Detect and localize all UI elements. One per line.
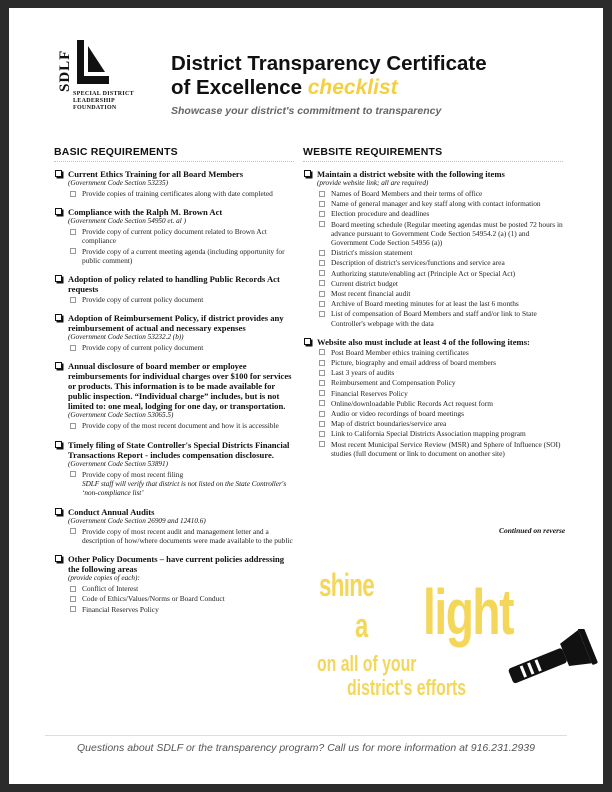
small-checkbox-icon	[70, 229, 76, 235]
logo-mark-icon	[75, 40, 111, 86]
checklist-item	[317, 248, 563, 257]
title-line-2: of Excellence checklist	[171, 76, 398, 99]
small-checkbox-icon	[319, 400, 325, 406]
small-checkbox-icon	[70, 606, 76, 612]
requirement-section	[54, 274, 294, 304]
requirement-title: Other Policy Documents – have current policies addressing the following areas	[68, 554, 285, 575]
checklist-item-text: Link to California Special Districts Association mapping program	[331, 429, 526, 439]
checklist-item	[317, 258, 563, 267]
checkbox-icon	[55, 170, 62, 177]
title-line-1: District Transparency Certificate	[171, 52, 487, 75]
checklist-item-text: Provide copy of current policy document	[82, 343, 204, 353]
checklist-item	[68, 227, 294, 245]
checklist-item-text: Archive of Board meeting minutes for at least the last 6 months	[331, 299, 519, 309]
checklist-item	[317, 399, 563, 408]
checklist-item-text: Provide copy of most recent audit and management letter and a description of how/where documents were made available to the public	[82, 526, 293, 546]
requirement-citation: (Government Code Section 53891)	[68, 459, 169, 468]
small-checkbox-icon	[319, 411, 325, 417]
requirement-title: Timely filing of State Controller's Special Districts Financial Transactions Report - includes compensation disclosure.	[68, 439, 290, 460]
checklist-item-text: Provide copy of current policy document	[82, 295, 204, 305]
requirement-title: Adoption of policy related to handling Public Records Act requests	[68, 274, 280, 295]
checklist-item	[68, 527, 294, 545]
requirement-section	[303, 337, 563, 458]
checklist-item-text: Conflict of Interest	[82, 584, 139, 594]
small-checkbox-icon	[319, 260, 325, 266]
requirement-section	[54, 440, 294, 498]
small-checkbox-icon	[319, 390, 325, 396]
graphic-word-a: a	[355, 607, 369, 645]
checklist-item	[68, 605, 294, 614]
document-page	[9, 8, 603, 784]
logo-org-name: SPECIAL DISTRICT LEADERSHIP FOUNDATION	[73, 91, 134, 111]
checklist-item-text: Board meeting schedule (Regular meeting agendas must be posted 72 hours in advance pursuant to Government Code Section 54954.2 (a) (1) and Government Code Section 54956 (a))	[331, 219, 563, 248]
checklist-item	[317, 409, 563, 418]
checklist-item-text: Financial Reserves Policy	[82, 604, 159, 614]
graphic-word-light: light	[423, 576, 514, 648]
requirement-title: Compliance with the Ralph M. Brown Act	[68, 207, 223, 218]
small-checkbox-icon	[70, 596, 76, 602]
small-checkbox-icon	[319, 280, 325, 286]
graphic-line-on-all: on all of your	[317, 651, 417, 676]
checkbox-icon	[304, 338, 311, 345]
requirement-title: Current Ethics Training for all Board Members	[68, 169, 244, 179]
small-checkbox-icon	[319, 360, 325, 366]
requirement-note: SDLF staff will verify that district is not listed on the State Controller's ‘non-compliance list’	[82, 479, 287, 497]
checkbox-icon	[55, 275, 62, 282]
continued-note: Continued on reverse	[499, 526, 566, 535]
requirement-citation: (provide website link; all are required)	[317, 179, 429, 187]
checklist-item	[317, 309, 563, 327]
checklist-item-text: Election procedure and deadlines	[331, 209, 430, 219]
small-checkbox-icon	[319, 250, 325, 256]
checklist-item	[317, 378, 563, 387]
checklist-item-text: Map of district boundaries/service area	[331, 419, 447, 429]
checkbox-icon	[55, 362, 62, 369]
small-checkbox-icon	[319, 380, 325, 386]
checklist-item-text: List of compensation of Board Members and staff and/or link to State Controller's webpage with the data	[331, 309, 537, 328]
checklist-item-text: Description of district's services/functions and service area	[331, 258, 505, 268]
website-requirements-heading: WEBSITE REQUIREMENTS	[303, 146, 563, 162]
small-checkbox-icon	[70, 248, 76, 254]
checkbox-icon	[55, 555, 62, 562]
small-checkbox-icon	[319, 211, 325, 217]
checklist-item-text: Post Board Member ethics training certificates	[331, 347, 469, 357]
checklist-item-text: Provide copy of current policy document related to Brown Act compliance	[82, 227, 267, 246]
requirement-section	[54, 207, 294, 265]
checklist-item-text: Online/downloadable Public Records Act request form	[331, 398, 493, 408]
checkbox-icon	[55, 441, 62, 448]
checklist-item	[68, 295, 294, 304]
small-checkbox-icon	[70, 471, 76, 477]
logo-letters: SDLF	[57, 49, 73, 92]
requirement-title: Website also must include at least 4 of the following items:	[317, 336, 530, 347]
small-checkbox-icon	[319, 191, 325, 197]
checklist-item	[317, 189, 563, 198]
checklist-item	[68, 584, 294, 593]
checklist-item-text: Most recent financial audit	[331, 289, 411, 299]
requirement-citation: (Government Code Section 53235)	[68, 179, 169, 187]
requirement-citation: (provide copies of each):	[68, 574, 140, 583]
sdlf-logo	[57, 36, 157, 111]
requirement-title: Annual disclosure of board member or employee reimbursements for individual charges over $100 for services or products. This information is to be made available for public inspection. “Individual charge” includes, but is not limited to: one meal, lodging for one day, or transportation.	[68, 361, 292, 412]
requirement-section	[54, 169, 294, 198]
small-checkbox-icon	[319, 301, 325, 307]
requirement-section	[54, 554, 294, 614]
checkbox-icon	[55, 314, 62, 321]
checklist-item-text: Picture, biography and email address of board members	[331, 358, 497, 368]
small-checkbox-icon	[70, 345, 76, 351]
checkbox-icon	[55, 508, 62, 515]
page-title	[171, 52, 487, 100]
requirement-section	[54, 361, 294, 430]
small-checkbox-icon	[319, 431, 325, 437]
flashlight-icon	[499, 629, 599, 689]
checklist-item-text: District's mission statement	[331, 248, 413, 258]
checklist-item-text: Provide copy of the most recent document and how it is accessible	[82, 421, 279, 431]
checklist-item	[317, 440, 563, 458]
checklist-item	[317, 199, 563, 208]
graphic-word-shine: shine	[319, 567, 375, 603]
requirement-citation: (Government Code Section 53232.2 (b))	[68, 333, 184, 342]
requirement-section	[303, 169, 563, 328]
small-checkbox-icon	[70, 423, 76, 429]
shine-a-light-graphic	[309, 561, 599, 711]
requirement-title: Maintain a district website with the following items	[317, 169, 505, 179]
requirement-section	[54, 313, 294, 352]
checklist-item-text: Audio or video recordings of board meetings	[331, 409, 464, 419]
checklist-item-text: Provide copy of a current meeting agenda (including opportunity for public comment)	[82, 246, 285, 265]
checklist-item-text: Authorizing statute/enabling act (Principle Act or Special Act)	[331, 268, 516, 278]
small-checkbox-icon	[319, 270, 325, 276]
checklist-item	[317, 299, 563, 308]
checklist-item-text: Financial Reserves Policy	[331, 388, 408, 398]
basic-requirements-column	[54, 146, 294, 623]
small-checkbox-icon	[319, 291, 325, 297]
website-requirements-column	[303, 146, 563, 467]
small-checkbox-icon	[319, 201, 325, 207]
small-checkbox-icon	[70, 191, 76, 197]
checklist-item-text: Reimbursement and Compensation Policy	[331, 378, 456, 388]
page-subtitle: Showcase your district's commitment to transparency	[171, 105, 442, 117]
checklist-item	[68, 343, 294, 352]
checklist-item	[317, 209, 563, 218]
small-checkbox-icon	[319, 370, 325, 376]
checklist-item	[317, 419, 563, 428]
checklist-item	[68, 421, 294, 430]
checklist-item	[68, 470, 294, 479]
checklist-item	[68, 189, 294, 198]
small-checkbox-icon	[319, 441, 325, 447]
requirement-title: Adoption of Reimbursement Policy, if district provides any reimbursement of actual and necessary expenses	[68, 313, 284, 334]
graphic-line-efforts: district's efforts	[347, 675, 467, 700]
checklist-item-text: Last 3 years of audits	[331, 368, 395, 378]
small-checkbox-icon	[319, 421, 325, 427]
checklist-item	[317, 358, 563, 367]
checklist-item	[317, 269, 563, 278]
checkbox-icon	[304, 170, 311, 177]
small-checkbox-icon	[70, 586, 76, 592]
checklist-item	[317, 220, 563, 248]
checklist-item	[317, 368, 563, 377]
checklist-item	[317, 389, 563, 398]
small-checkbox-icon	[70, 297, 76, 303]
title-highlight: checklist	[307, 76, 398, 99]
checklist-item	[68, 247, 294, 265]
footer-contact: Questions about SDLF or the transparency program? Call us for more information at 916.231.2939	[77, 742, 535, 754]
requirement-citation: (Government Code Section 26909 and 12410.6)	[68, 516, 206, 525]
footer-divider	[45, 735, 567, 736]
checklist-item-text: Names of Board Members and their terms of office	[331, 189, 483, 198]
basic-requirements-heading: BASIC REQUIREMENTS	[54, 146, 294, 162]
small-checkbox-icon	[70, 528, 76, 534]
checklist-item-text: Current district budget	[331, 278, 398, 288]
requirement-citation: (Government Code Section 54950 et. al )	[68, 217, 186, 226]
small-checkbox-icon	[319, 311, 325, 317]
checkbox-icon	[55, 208, 62, 215]
checklist-item-text: Provide copies of training certificates along with date completed	[82, 189, 273, 198]
requirement-title: Conduct Annual Audits	[68, 506, 155, 517]
checklist-item	[317, 429, 563, 438]
checklist-item	[68, 594, 294, 603]
checklist-item	[317, 279, 563, 288]
checklist-item-text: Most recent Municipal Service Review (MSR) and Sphere of Influence (SOI) studies (full document or link to document on another site)	[331, 439, 561, 458]
checklist-item-text: Code of Ethics/Values/Norms or Board Conduct	[82, 594, 225, 604]
checklist-item-text: Name of general manager and key staff along with contact information	[331, 199, 541, 209]
small-checkbox-icon	[319, 349, 325, 355]
checklist-item	[317, 348, 563, 357]
requirement-citation: (Government Code Section 53065.5)	[68, 411, 174, 420]
small-checkbox-icon	[319, 221, 325, 227]
checklist-item	[317, 289, 563, 298]
checklist-item-text: Provide copy of most recent filing	[82, 469, 184, 479]
requirement-section	[54, 507, 294, 545]
